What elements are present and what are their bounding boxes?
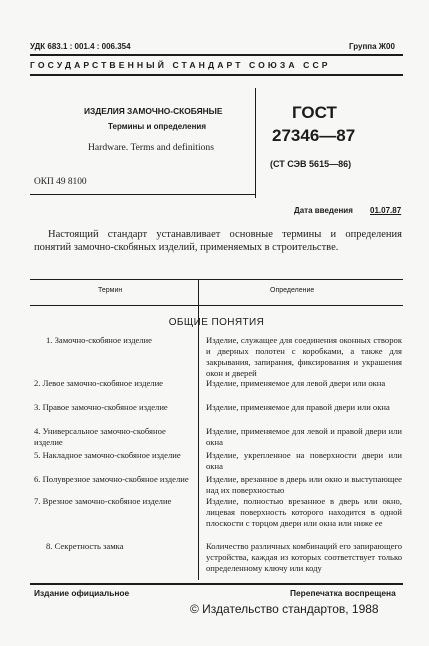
definition-3: Изделие, применяемое для правой двери или окна [206, 402, 390, 412]
reprint-notice: Перепечатка воспрещена [290, 588, 396, 598]
definition-6: Изделие, врезанное в дверь или окно и выступающее над их поверхностью [206, 474, 402, 495]
definition-5: Изделие, укрепленное на поверхности двери или окна [206, 450, 402, 471]
intro-date-label: Дата введения [294, 206, 353, 215]
term-4: 4. Универсальное замочно-скобяное изделие [34, 426, 166, 447]
group-code: Группа Ж00 [349, 42, 395, 51]
title-bottom-rule [30, 194, 255, 195]
document-title: ИЗДЕЛИЯ ЗАМОЧНО-СКОБЯНЫЕ [84, 106, 223, 116]
column-header-terms: Термин [98, 287, 123, 294]
gost-number: 27346—87 [272, 126, 356, 145]
definition-4: Изделие, применяемое для левой и правой двери или окна [206, 426, 402, 447]
term-5: 5. Накладное замочно-скобяное изделие [34, 450, 181, 460]
intro-paragraph: Настоящий стандарт устанавливает основные термины и определения понятий замочно-скобяных изделий, применяемых в строительстве. [34, 229, 402, 253]
definition-1: Изделие, служащее для соединения оконных створок и дверных полотен с коробками, а также для закрывания, запирания, фиксирования и украшения окон и дверей [206, 335, 402, 378]
official-edition-label: Издание официальное [34, 588, 130, 598]
copyright-notice: © Издательство стандартов, 1988 [190, 602, 379, 616]
state-standard-banner: ГОСУДАРСТВЕННЫЙ СТАНДАРТ СОЮЗА ССР [30, 60, 331, 70]
document-subtitle: Термины и определения [108, 122, 207, 131]
header-rule-bottom [30, 74, 403, 76]
gost-label: ГОСТ [292, 103, 337, 122]
st-sev-reference: (СТ СЭВ 5615—86) [270, 159, 352, 169]
okp-code: ОКП 49 8100 [34, 177, 87, 187]
term-1: 1. Замочно-скобяное изделие [46, 335, 152, 345]
table-rule-top [30, 279, 403, 280]
title-vertical-divider [255, 88, 256, 198]
table-rule-header [30, 305, 403, 306]
term-8: 8. Секретность замка [46, 541, 124, 551]
term-6: 6. Полуврезное замочно-скобяное изделие [34, 474, 189, 484]
term-3: 3. Правое замочно-скобяное изделие [34, 402, 168, 412]
column-header-definitions: Определение [270, 287, 315, 294]
footer-rule [30, 583, 403, 585]
term-2: 2. Левое замочно-скобяное изделие [34, 378, 163, 388]
definition-8: Количество различных комбинаций его запирающего устройства, каждая из которых соответствует только определенному ключу или коду [206, 541, 402, 573]
section-title: ОБЩИЕ ПОНЯТИЯ [168, 317, 265, 328]
term-7: 7. Врезное замочно-скобяное изделие [34, 496, 172, 506]
intro-date-value: 01.07.87 [370, 206, 402, 215]
english-title: Hardware. Terms and definitions [88, 142, 214, 153]
definition-7: Изделие, полностью врезанное в дверь или окно, лицевая поверхность которого находится в одной плоскости с торцом двери или окна или ниже ее [206, 496, 402, 528]
udk-code: УДК 683.1 : 001.4 : 006.354 [30, 42, 131, 51]
header-rule-top [30, 54, 403, 56]
definition-2: Изделие, применяемое для левой двери или окна [206, 378, 386, 388]
